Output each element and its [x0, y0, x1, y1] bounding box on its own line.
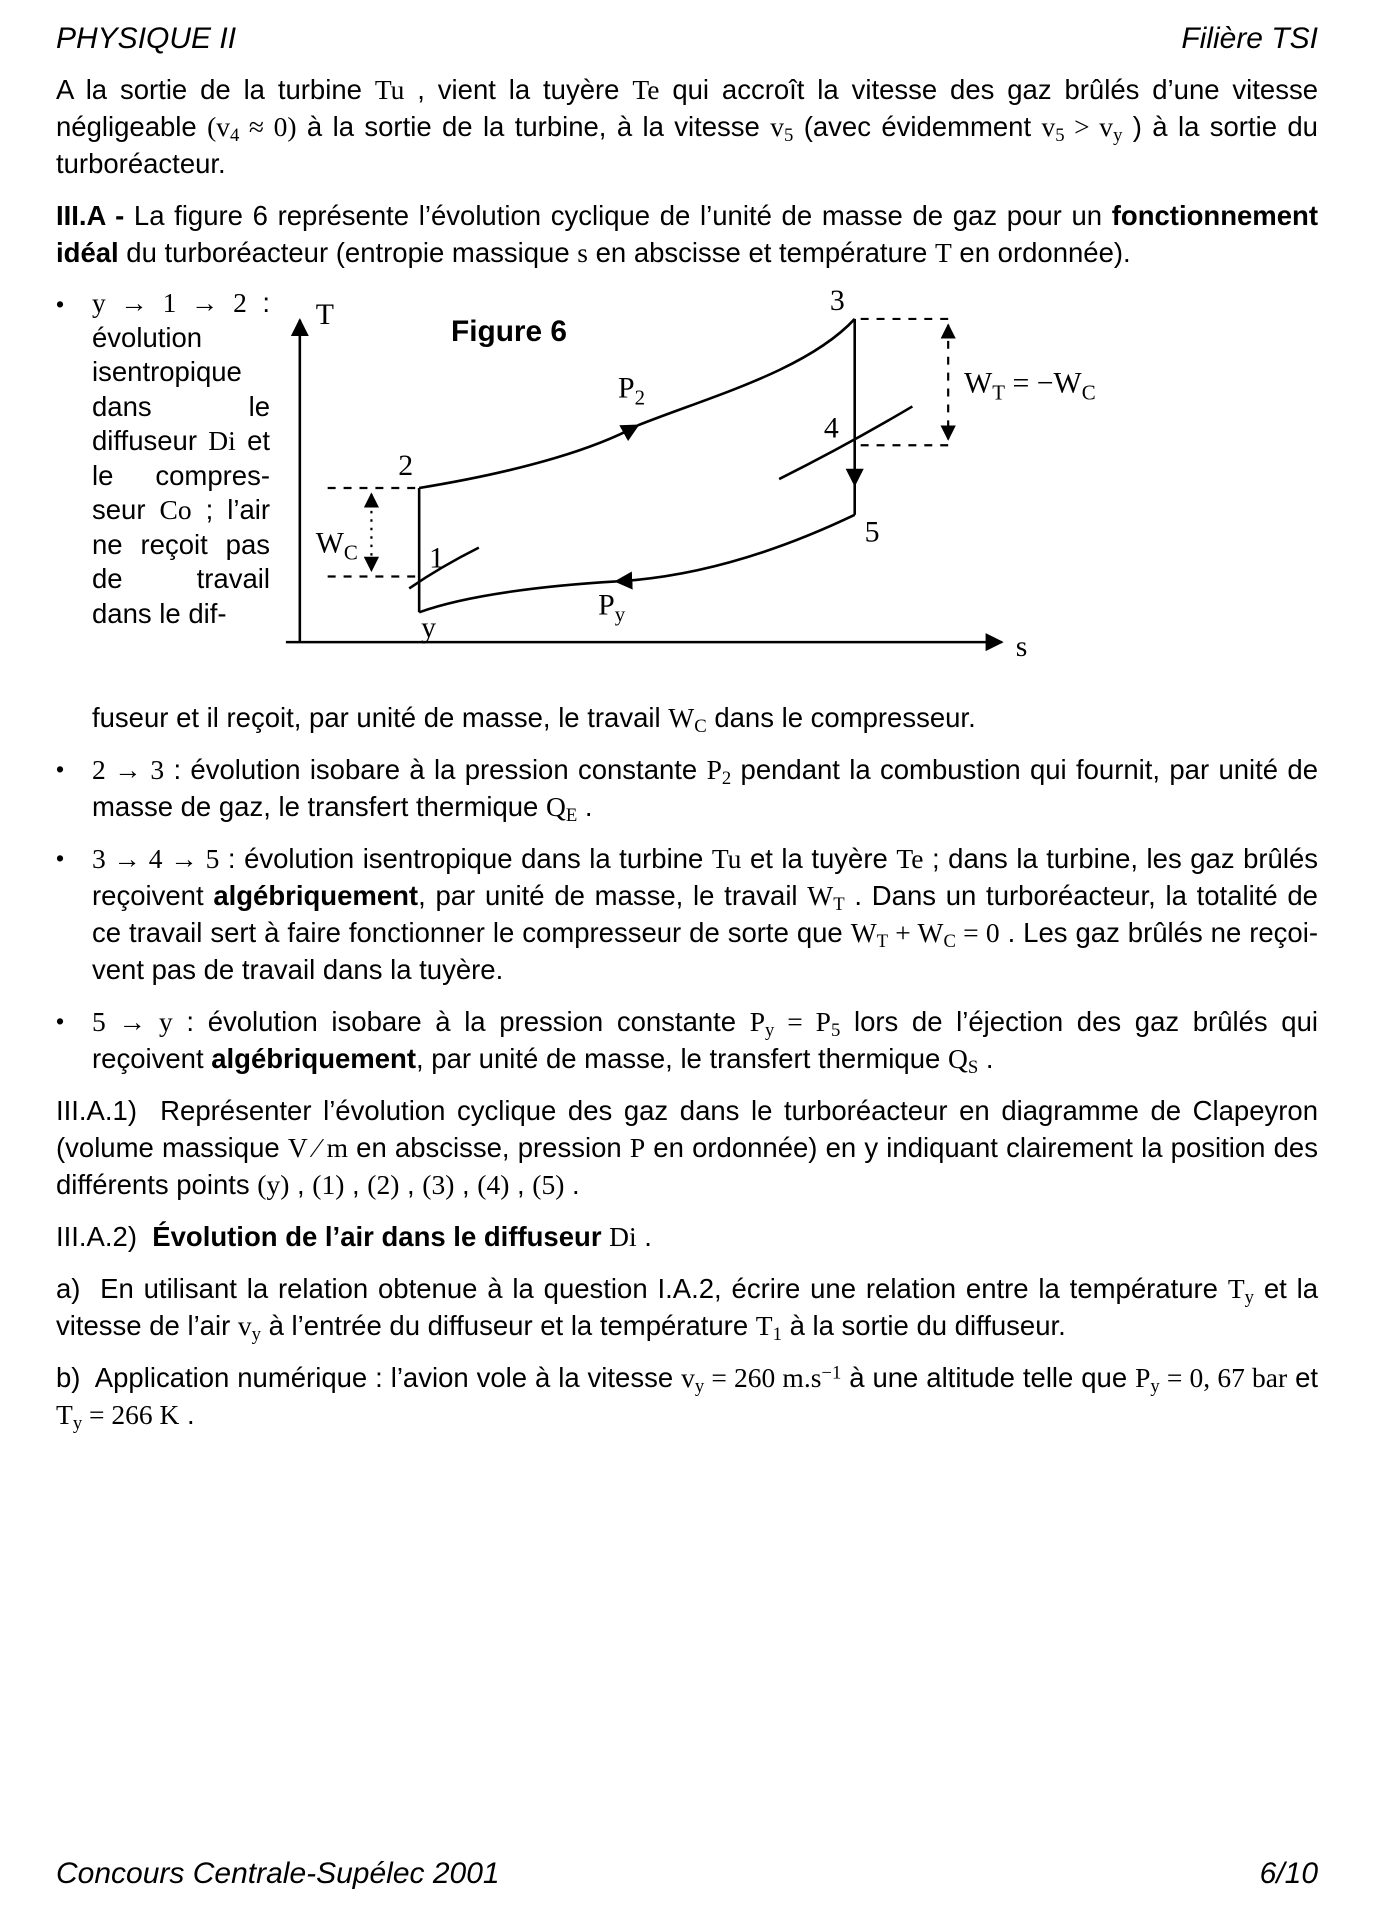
t-axis-label: T: [315, 297, 334, 331]
header-track: Filière TSI: [1181, 22, 1318, 55]
s-axis-label: s: [1015, 630, 1028, 664]
header-subject: PHYSIQUE II: [56, 22, 237, 55]
point-3-label: 3: [829, 286, 845, 317]
point-5-label: 5: [864, 515, 880, 549]
isobar-p2-segment-arrow: [419, 425, 638, 488]
bullet-2-3: [56, 751, 1318, 825]
isobar-py-segment: [419, 581, 616, 612]
point-2-label: 2: [398, 449, 414, 483]
bullet-marker: •: [56, 1008, 65, 1034]
question-iiia2: III.A.2) Évolution de l’air dans le diffuseur Di .: [56, 1221, 652, 1252]
question-iiia1: III.A.1) Représenter l’évolution cyclique des gaz dans le turboréacteur en diagramme de Clapeyron (volume massique V ∕ m en abscisse, pression P en ordonnée) en y indiquant clairement la position des différents points (y) , (1) , (2) , (3) , (4) , (5) .: [56, 1095, 1318, 1200]
bullet-5-y: [56, 1003, 1318, 1077]
page-header: [56, 18, 1318, 56]
section-iiia-paragraph: III.A - La figure 6 représente l’évolution cyclique de l’unité de masse de gaz pour un fonctionnement idéal du turboréacteur (entropie massique s en abscisse et température T en ordonnée).: [56, 200, 1318, 268]
question-b: b) Application numérique : l’avion vole à la vitesse $v_y = 260$ $m.s^{-1}$ à une altitude telle que $P_y = 0$, 67 bar et $T_y = 266$ K .: [56, 1362, 1319, 1435]
bullet-marker: •: [56, 756, 65, 782]
figure-title: Figure 6: [450, 314, 568, 348]
bullet-y-1-2-text: y → 1 → 2 : évolution isentropique dans le diffuseur Di et le compresseur Co ; l’air ne reçoit pas de travail dans le dif-: [92, 287, 271, 629]
isobar-through-4: [779, 406, 912, 479]
footer-page-number: 6/10: [1259, 1857, 1318, 1890]
wt-equation: $W_T = -W_C$: [964, 366, 1096, 405]
point-y-label: y: [421, 611, 437, 645]
bullet-3-4-5-text: 3 → 4 → 5 : évolution isentropique dans la turbine Tu et la tuyère Te ; dans la turbine, les gaz brûlés reçoivent algébriquement, par unité de masse, le travail $W_T$ . Dans un turboréacteur, la totalité de ce travail sert à faire fonctionner le compresseur de sorte que $W_T + W_C = 0$ . Les gaz brûlés ne reçoivent pas de travail dans la tuyère.: [92, 843, 1319, 985]
figure-6-ts-diagram: [270, 286, 1334, 684]
question-a: a) En utilisant la relation obtenue à la question I.A.2, écrire une relation entre la température $T_y$ et la vitesse de l’air $v_y$ à l’entrée du diffuseur et la température $T_1$ à la sortie du diffuseur.: [56, 1273, 1319, 1346]
bullet-y-1-2: [56, 286, 1318, 684]
bullet-5-y-text: 5 → y : évolution isobare à la pression constante $P_y = P_5$ lors de l’éjection des gaz brûlés qui reçoivent algébriquement, par unité de masse, le transfert thermique $Q_S$ .: [92, 1006, 1319, 1079]
isobar-py-segment-arrow: [616, 515, 855, 582]
wc-label: $W_C$: [315, 526, 358, 565]
isobar-p2-segment: [638, 319, 855, 425]
footer-exam-name: Concours Centrale-Supélec 2001: [56, 1857, 500, 1890]
bullet-y-1-2-continuation: fuseur et il reçoit, par unité de masse, le travail $W_C$ dans le compresseur.: [92, 702, 976, 738]
point-4-label: 4: [823, 411, 839, 445]
bullet-marker: •: [56, 291, 65, 317]
py-isobar-label: $P_y$: [598, 588, 626, 627]
intro-paragraph: A la sortie de la turbine Tu , vient la tuyère Te qui accroît la vitesse des gaz brûlés d’une vitesse négligeable $(v_4 \approx 0)$ à la sortie de la turbine, à la vitesse $v_5$ (avec évidemment $v_5 > v_y$ ) à la sortie du turboréacteur.: [56, 74, 1319, 179]
figure-row: [92, 286, 1334, 684]
page-footer: [56, 1857, 1318, 1891]
point-1-label: 1: [429, 541, 445, 575]
bullet-2-3-text: 2 → 3 : évolution isobare à la pression constante $P_2$ pendant la combustion qui fournit, par unité de masse de gaz, le transfert thermique $Q_E$ .: [92, 754, 1318, 827]
bullet-3-4-5: [56, 840, 1318, 988]
p2-isobar-label: $P_2$: [618, 371, 646, 410]
bullet-marker: •: [56, 845, 65, 871]
